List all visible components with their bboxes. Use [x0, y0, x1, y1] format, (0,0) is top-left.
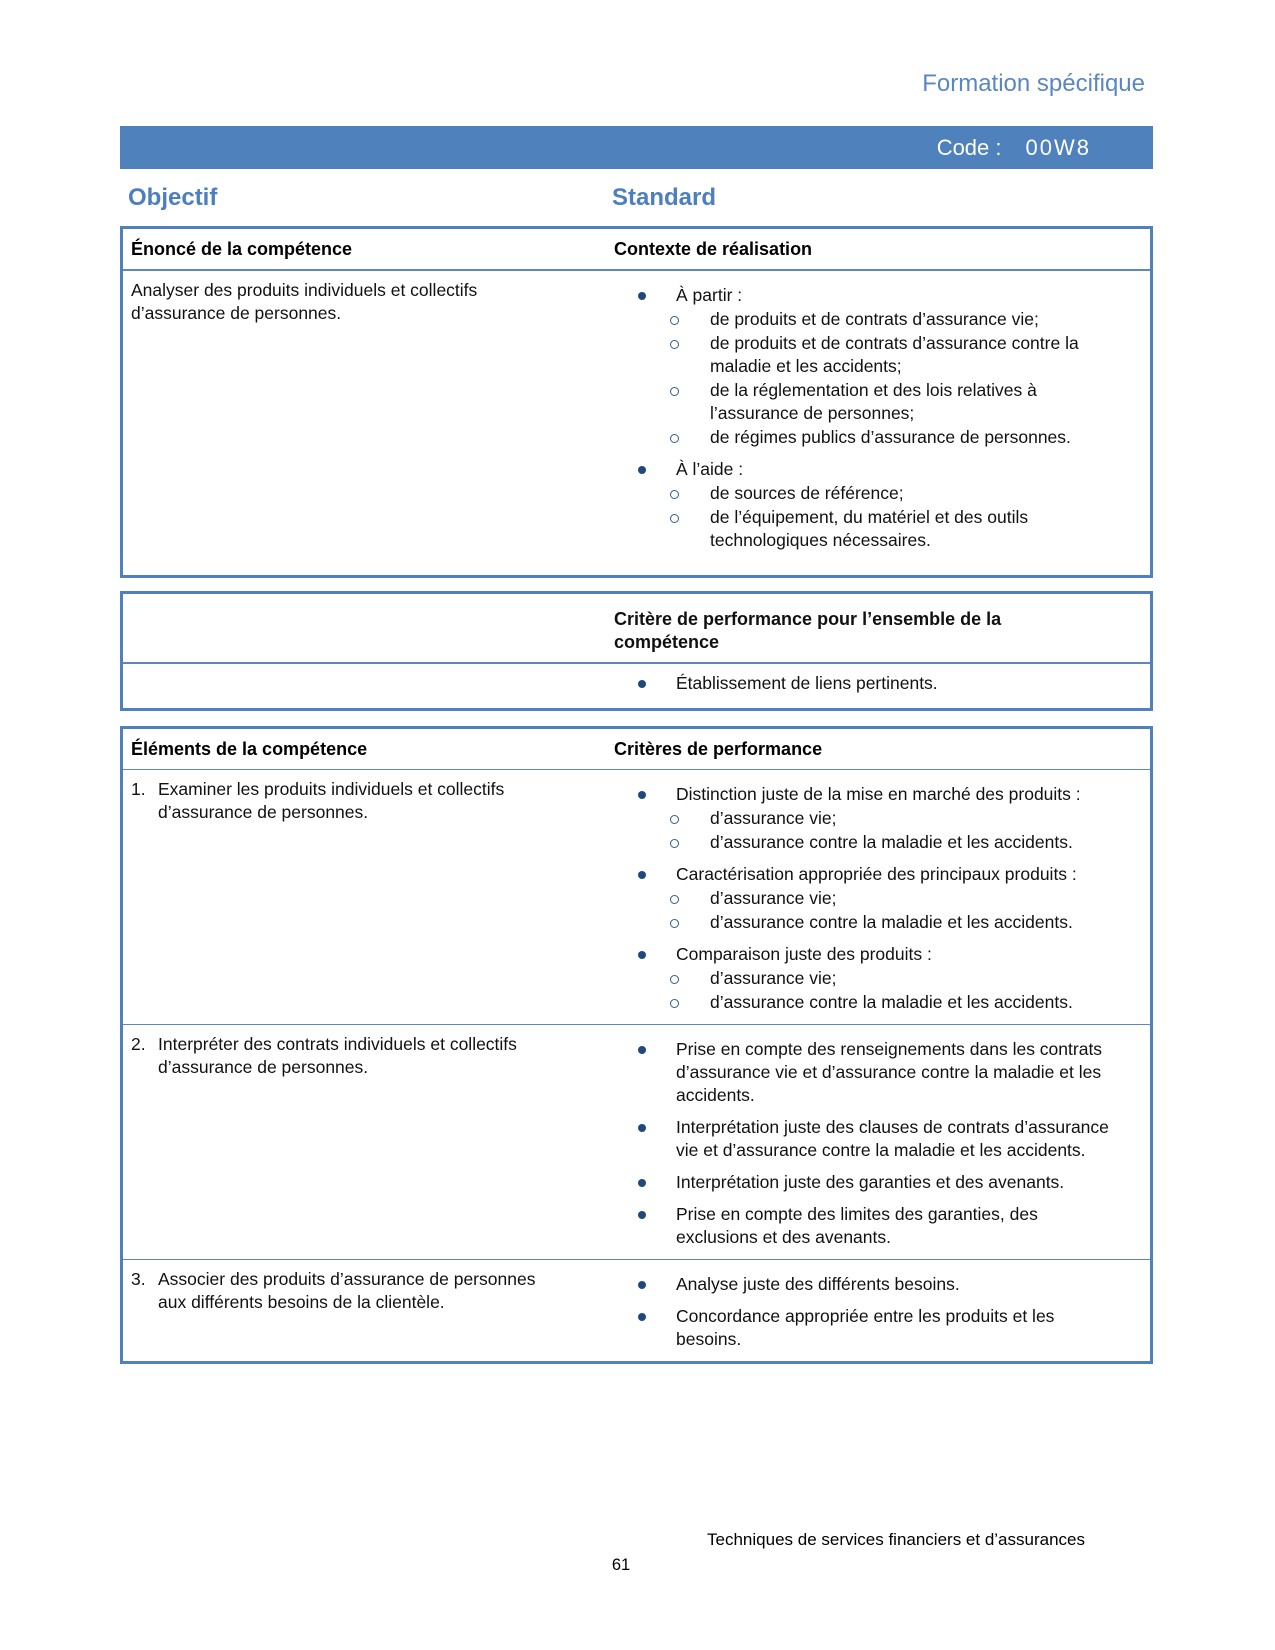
bullet-item [614, 1116, 1122, 1162]
competence-statement-cell [123, 271, 612, 575]
circle-bullet-icon [670, 815, 679, 824]
code-label: Code : [936, 134, 1002, 160]
sub-bullet-text: d’assurance vie; [710, 888, 837, 908]
bullet-text: Comparaison juste des produits : [676, 944, 932, 964]
circle-bullet-icon [670, 387, 679, 396]
sub-bullet-item [614, 807, 1122, 830]
circle-bullet-icon [670, 975, 679, 984]
sub-bullet-text: d’assurance contre la maladie et les accidents. [710, 832, 1073, 852]
table2-right-header: Critère de performance pour l’ensemble de la compétence [614, 609, 1002, 652]
bullet-text: À partir : [676, 285, 743, 305]
bullet-icon [638, 680, 646, 688]
sub-bullet-item [614, 332, 1122, 378]
element-number: 2. [131, 1034, 146, 1054]
bullet-text: Interprétation juste des garanties et des avenants. [676, 1172, 1065, 1192]
bullet-item [614, 783, 1122, 806]
sub-bullet-item [614, 426, 1122, 449]
element-cell [123, 1260, 612, 1361]
bullet-icon [638, 1313, 646, 1321]
table3-left-header: Éléments de la compétence [131, 739, 368, 759]
sub-bullet-text: d’assurance vie; [710, 968, 837, 988]
table-row [123, 1259, 1150, 1361]
bullet-item [614, 284, 1122, 307]
table2-header-row [123, 594, 1150, 663]
element-number: 1. [131, 779, 146, 799]
bullet-icon [638, 292, 646, 300]
sub-bullet-item [614, 482, 1122, 505]
circle-bullet-icon [670, 340, 679, 349]
section-title: Formation spécifique [922, 70, 1145, 97]
sub-bullet-text: de produits et de contrats d’assurance contre la maladie et les accidents; [710, 333, 1079, 376]
bullet-item [614, 1171, 1122, 1194]
table2-empty-cell [123, 664, 612, 708]
standard-heading: Standard [612, 184, 717, 211]
bullet-item [614, 1038, 1122, 1107]
sub-bullet-text: de produits et de contrats d’assurance vie; [710, 309, 1039, 329]
sub-bullet-item [614, 911, 1122, 934]
circle-bullet-icon [670, 434, 679, 443]
bullet-icon [638, 791, 646, 799]
sub-bullet-item [614, 379, 1122, 425]
sub-bullet-item [614, 831, 1122, 854]
bullet-text: Caractérisation appropriée des principaux produits : [676, 864, 1077, 884]
sub-bullet-text: d’assurance contre la maladie et les accidents. [710, 912, 1073, 932]
context-cell [612, 271, 1150, 575]
code-value: 00W8 [1025, 134, 1091, 160]
bullet-text: Établissement de liens pertinents. [676, 673, 938, 693]
bullet-item [614, 1305, 1122, 1351]
bullet-icon [638, 1046, 646, 1054]
table2-body-row [123, 663, 1150, 708]
bullet-icon [638, 1211, 646, 1219]
table-row [123, 770, 1150, 1024]
bullet-icon [638, 951, 646, 959]
competence-statement: Analyser des produits individuels et collectifs d’assurance de personnes. [131, 280, 478, 323]
bullet-item [614, 943, 1122, 966]
bullet-icon [638, 466, 646, 474]
bullet-text: Prise en compte des renseignements dans les contrats d’assurance vie et d’assurance contre la maladie et les accidents. [676, 1039, 1103, 1105]
table1-right-header: Contexte de réalisation [614, 239, 813, 259]
circle-bullet-icon [670, 839, 679, 848]
bullet-text: Interprétation juste des clauses de contrats d’assurance vie et d’assurance contre la maladie et les accidents. [676, 1117, 1109, 1160]
bullet-item [614, 863, 1122, 886]
sub-bullet-item [614, 308, 1122, 331]
bullet-item [614, 672, 1122, 695]
elements-criteria-table [120, 726, 1153, 1364]
sub-bullet-text: de la réglementation et des lois relatives à l’assurance de personnes; [710, 380, 1037, 423]
objectif-heading: Objectif [128, 184, 218, 211]
global-criteria-cell [612, 664, 1150, 708]
bullet-text: Distinction juste de la mise en marché des produits : [676, 784, 1081, 804]
element-text: Associer des produits d’assurance de personnes aux différents besoins de la clientèle. [158, 1269, 536, 1312]
element-text: Interpréter des contrats individuels et collectifs d’assurance de personnes. [158, 1034, 517, 1077]
table3-right-header: Critères de performance [614, 739, 823, 759]
sub-bullet-text: d’assurance contre la maladie et les accidents. [710, 992, 1073, 1012]
global-criteria-table [120, 591, 1153, 711]
element-text: Examiner les produits individuels et collectifs d’assurance de personnes. [158, 779, 505, 822]
footer-program-title: Techniques de services financiers et d’assurances [707, 1530, 1085, 1549]
table1-header-row [123, 229, 1150, 270]
sub-bullet-item [614, 506, 1122, 552]
table1-left-header: Énoncé de la compétence [131, 239, 353, 259]
bullet-text: À l’aide : [676, 459, 744, 479]
element-item [131, 778, 557, 824]
element-number: 3. [131, 1269, 146, 1289]
element-item [131, 1033, 557, 1079]
circle-bullet-icon [670, 895, 679, 904]
sub-bullet-item [614, 887, 1122, 910]
bullet-item [614, 1203, 1122, 1249]
table2-left-header-empty [123, 594, 612, 662]
criteria-cell [612, 770, 1150, 1024]
bullet-icon [638, 871, 646, 879]
circle-bullet-icon [670, 514, 679, 523]
sub-bullet-text: de sources de référence; [710, 483, 904, 503]
table2-right-header-cell [612, 594, 1150, 662]
column-headings [120, 183, 1153, 213]
bullet-icon [638, 1281, 646, 1289]
bullet-item [614, 458, 1122, 481]
content-area [120, 0, 1153, 1364]
bullet-icon [638, 1179, 646, 1187]
circle-bullet-icon [670, 316, 679, 325]
sub-bullet-text: de l’équipement, du matériel et des outils technologiques nécessaires. [710, 507, 1029, 550]
bullet-text: Analyse juste des différents besoins. [676, 1274, 960, 1294]
table3-header-row [123, 729, 1150, 770]
circle-bullet-icon [670, 490, 679, 499]
criteria-cell [612, 1025, 1150, 1259]
bullet-text: Prise en compte des limites des garanties, des exclusions et des avenants. [676, 1204, 1038, 1247]
table-row [123, 1024, 1150, 1259]
sub-bullet-text: de régimes publics d’assurance de personnes. [710, 427, 1071, 447]
sub-bullet-item [614, 991, 1122, 1014]
competence-statement-table [120, 226, 1153, 578]
bullet-icon [638, 1124, 646, 1132]
page-number: 61 [611, 1556, 631, 1574]
criteria-cell [612, 1260, 1150, 1361]
element-item [131, 1268, 557, 1314]
circle-bullet-icon [670, 999, 679, 1008]
circle-bullet-icon [670, 919, 679, 928]
element-cell [123, 1025, 612, 1259]
sub-bullet-item [614, 967, 1122, 990]
bullet-text: Concordance appropriée entre les produits et les besoins. [676, 1306, 1055, 1349]
element-cell [123, 770, 612, 1024]
table1-body-row [123, 270, 1150, 575]
bullet-item [614, 1273, 1122, 1296]
sub-bullet-text: d’assurance vie; [710, 808, 837, 828]
code-bar [120, 126, 1153, 169]
